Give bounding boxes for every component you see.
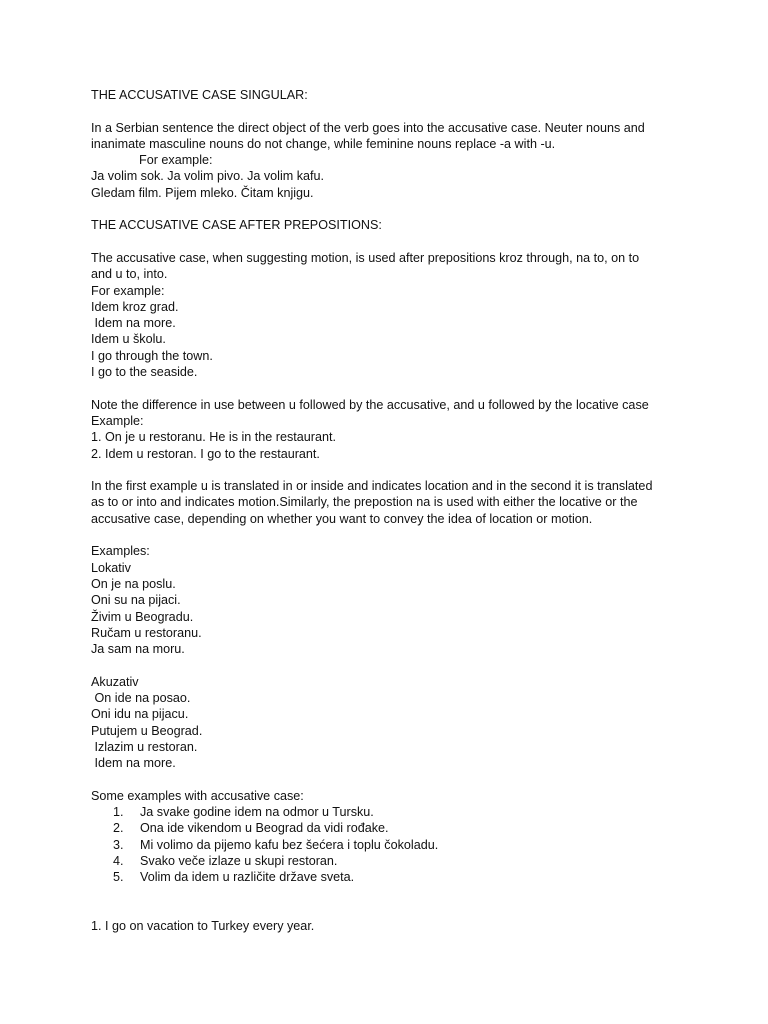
list-item-number: 1. bbox=[113, 805, 124, 820]
prep-example-3: Idem u školu. bbox=[91, 332, 166, 347]
list-item-number: 2. bbox=[113, 821, 124, 836]
list-item bbox=[91, 869, 691, 885]
explanation-line-2: as to or into and indicates motion.Similarly, the prepostion na is used with either the locative or the bbox=[91, 495, 638, 510]
numbered-examples-list bbox=[91, 804, 691, 885]
list-item-number: 4. bbox=[113, 853, 124, 868]
some-examples-label: Some examples with accusative case: bbox=[91, 788, 304, 803]
list-item bbox=[91, 837, 691, 853]
note-line-3: 1. On je u restoranu. He is in the restaurant. bbox=[91, 430, 337, 445]
intro-line-2: inanimate masculine nouns do not change, while feminine nouns replace -a with -u. bbox=[91, 136, 556, 151]
list-item-number: 5. bbox=[113, 870, 124, 885]
list-item-text: Ona ide vikendom u Beograd da vidi rođake. bbox=[140, 821, 389, 836]
note-line-1: Note the difference in use between u followed by the accusative, and u followed by the locative case bbox=[91, 397, 649, 412]
list-item bbox=[91, 804, 691, 820]
explanation-line-1: In the first example u is translated in or inside and indicates location and in the second it is translated bbox=[91, 479, 653, 494]
akuzativ-line-1: Akuzativ bbox=[91, 674, 139, 689]
list-item-text: Ja svake godine idem na odmor u Tursku. bbox=[140, 805, 374, 820]
prep-example-2: Idem na more. bbox=[91, 316, 176, 331]
akuzativ-line-3: Oni idu na pijacu. bbox=[91, 707, 189, 722]
lokativ-line-4: Živim u Beogradu. bbox=[91, 609, 194, 624]
prep-example-5: I go to the seaside. bbox=[91, 365, 198, 380]
note-line-2: Example: bbox=[91, 413, 144, 428]
akuzativ-line-4: Putujem u Beograd. bbox=[91, 723, 203, 738]
translation-line-1: 1. I go on vacation to Turkey every year. bbox=[91, 919, 315, 934]
list-item-number: 3. bbox=[113, 837, 124, 852]
prep-intro-line-1: The accusative case, when suggesting motion, is used after prepositions kroz through, na to, on to bbox=[91, 250, 640, 265]
prep-intro-line-2: and u to, into. bbox=[91, 267, 168, 282]
lokativ-line-1: Lokativ bbox=[91, 560, 131, 575]
list-item bbox=[91, 820, 691, 836]
example-line-2: Gledam film. Pijem mleko. Čitam knjigu. bbox=[91, 185, 314, 200]
heading-accusative-singular: THE ACCUSATIVE CASE SINGULAR: bbox=[91, 88, 308, 102]
note-line-4: 2. Idem u restoran. I go to the restaurant. bbox=[91, 446, 320, 461]
list-item bbox=[91, 853, 691, 869]
akuzativ-line-5: Izlazim u restoran. bbox=[91, 739, 198, 754]
lokativ-line-3: Oni su na pijaci. bbox=[91, 593, 181, 608]
lokativ-line-6: Ja sam na moru. bbox=[91, 642, 185, 657]
prep-example-4: I go through the town. bbox=[91, 348, 213, 363]
for-example-label: For example: bbox=[91, 283, 165, 298]
heading-after-prepositions: THE ACCUSATIVE CASE AFTER PREPOSITIONS: bbox=[91, 218, 382, 233]
list-item-text: Svako veče izlaze u skupi restoran. bbox=[140, 853, 338, 868]
akuzativ-line-6: Idem na more. bbox=[91, 756, 176, 771]
for-example-indented: For example: bbox=[139, 153, 213, 168]
examples-label: Examples: bbox=[91, 544, 150, 559]
prep-example-1: Idem kroz grad. bbox=[91, 299, 179, 314]
intro-line-1: In a Serbian sentence the direct object of the verb goes into the accusative case. Neuter nouns and bbox=[91, 120, 645, 135]
lokativ-line-5: Ručam u restoranu. bbox=[91, 625, 202, 640]
lokativ-line-2: On je na poslu. bbox=[91, 576, 176, 591]
list-item-text: Volim da idem u različite države sveta. bbox=[140, 870, 355, 885]
explanation-line-3: accusative case, depending on whether you want to convey the idea of location or motion. bbox=[91, 511, 593, 526]
akuzativ-line-2: On ide na posao. bbox=[91, 690, 191, 705]
example-line-1: Ja volim sok. Ja volim pivo. Ja volim kafu. bbox=[91, 169, 325, 184]
document-body bbox=[91, 87, 691, 934]
list-item-text: Mi volimo da pijemo kafu bez šećera i toplu čokoladu. bbox=[140, 837, 439, 852]
